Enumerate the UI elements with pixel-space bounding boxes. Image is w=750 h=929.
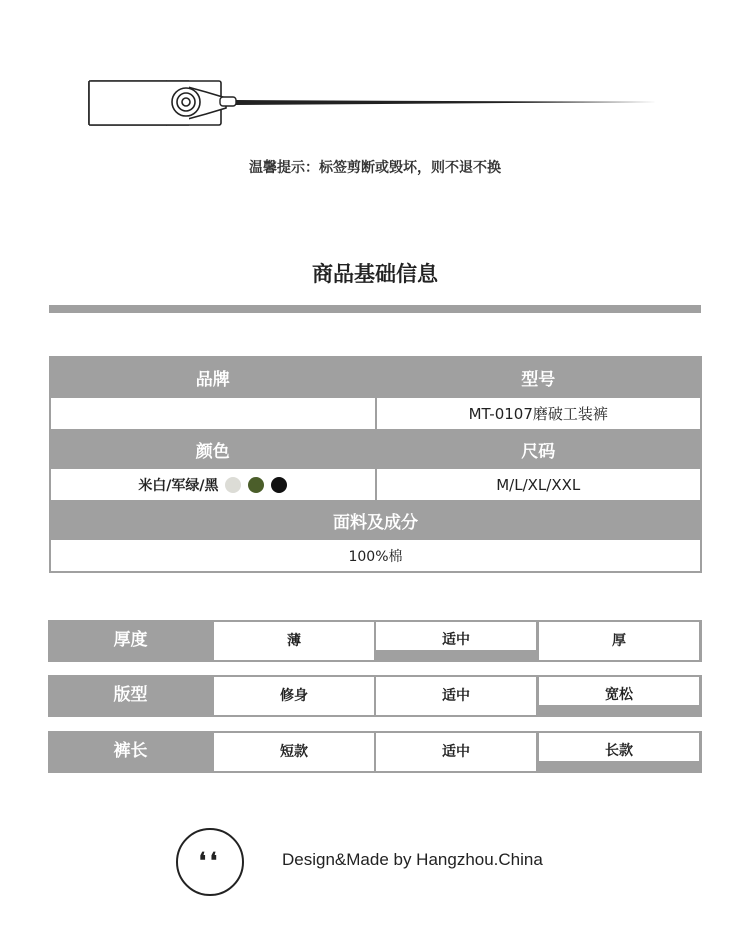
title-divider: [49, 305, 701, 313]
section-title: 商品基础信息: [312, 262, 438, 286]
scale-option: 宽松: [539, 677, 699, 705]
brand-value: [50, 397, 376, 430]
swatch-beige: [225, 477, 241, 493]
return-policy-notice: 温馨提示：标签剪断或毁坏，则不退不换: [249, 160, 501, 176]
model-value: MT-0107磨破工装裤: [376, 397, 702, 430]
color-value-cell: [50, 468, 376, 501]
scale-label: 版型: [113, 685, 148, 705]
scale-option: 长款: [539, 733, 699, 761]
hang-tag-icon: [86, 78, 661, 130]
material-label: 面料及成分: [50, 501, 701, 539]
scale-option: 厚: [539, 622, 699, 660]
product-info-table: [49, 356, 702, 573]
color-value: 米白/军绿/黑: [138, 477, 219, 494]
scale-option: 适中: [376, 622, 536, 650]
scale-option: 短款: [214, 733, 374, 771]
scale-option: 薄: [214, 622, 374, 660]
material-value: 100%棉: [50, 539, 701, 572]
thickness-scale: [48, 620, 702, 662]
fit-scale: [48, 675, 702, 717]
brand-label: 品牌: [50, 357, 376, 397]
scale-label: 裤长: [113, 741, 148, 761]
footer-credit: Design&Made by Hangzhou.China: [282, 850, 543, 869]
color-label: 颜色: [50, 430, 376, 468]
size-value: M/L/XL/XXL: [376, 468, 702, 501]
scale-label: 厚度: [113, 630, 148, 650]
length-scale: [48, 731, 702, 773]
scale-option: 修身: [214, 677, 374, 715]
scale-option: 适中: [376, 733, 536, 771]
scale-option: 适中: [376, 677, 536, 715]
model-label: 型号: [376, 357, 702, 397]
swatch-black: [271, 477, 287, 493]
quote-icon: ❛❛: [176, 828, 244, 896]
size-label: 尺码: [376, 430, 702, 468]
swatch-army-green: [248, 477, 264, 493]
